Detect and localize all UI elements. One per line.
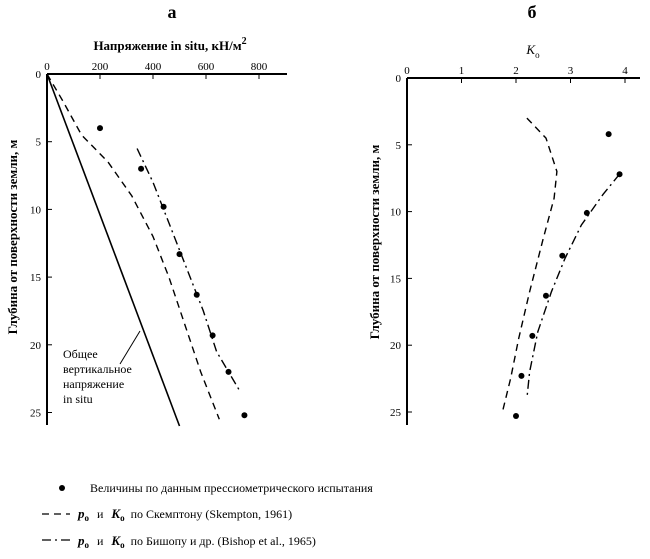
legend-text-dots: Величины по данным прессиометрического испытания bbox=[90, 481, 373, 495]
panel-b-k0-chart bbox=[367, 2, 640, 425]
legend-item-dots bbox=[59, 481, 373, 495]
panel-a-x-tick-label: 800 bbox=[250, 61, 268, 73]
panel-b-y-axis-title: Глубина от поверхности земли, м bbox=[367, 144, 382, 340]
panel-a-letter: а bbox=[167, 2, 177, 22]
panel-b-y-tick-label: 0 bbox=[395, 73, 401, 85]
legend-dashed-sym2-sub: o bbox=[120, 513, 125, 523]
panel-b-data-point bbox=[518, 373, 524, 379]
panel-b-y-tick-label: 15 bbox=[390, 273, 401, 286]
legend-dashdot-sym2-sub: o bbox=[120, 540, 125, 550]
legend bbox=[42, 481, 373, 550]
panel-a-y-tick-label: 0 bbox=[35, 69, 41, 81]
panel-b-data-point bbox=[529, 333, 535, 339]
panel-a-y-tick-label: 20 bbox=[30, 339, 41, 352]
panel-b-x-axis-title-text: K bbox=[526, 42, 536, 57]
panel-b-x-axis-title-sub: o bbox=[535, 50, 540, 60]
panel-b-series-dashdot-line bbox=[527, 174, 620, 398]
panel-b-y-tick-label: 10 bbox=[390, 206, 401, 219]
panel-a-stress-chart bbox=[5, 2, 287, 426]
panel-b-x-tick-label: 4 bbox=[622, 65, 628, 77]
legend-entry-dashed bbox=[77, 506, 292, 523]
panel-a-x-tick-label: 200 bbox=[91, 61, 109, 73]
panel-a-y-tick-label: 10 bbox=[30, 204, 41, 217]
panel-b-data-point bbox=[606, 131, 612, 137]
panel-a-x-axis-title-text: Напряжение in situ, кН/м bbox=[93, 38, 242, 53]
panel-a-data-point bbox=[97, 125, 103, 131]
panel-a-annotation-line-1: Общее bbox=[63, 347, 98, 361]
panel-b-x-tick-label: 1 bbox=[458, 65, 465, 77]
panel-a-y-tick-label: 25 bbox=[30, 407, 41, 420]
panel-a-x-axis-title bbox=[93, 36, 246, 53]
legend-dashdot-conj: и bbox=[97, 534, 104, 548]
legend-dot-marker bbox=[59, 485, 65, 491]
legend-text-dashdot: по Бишопу и др. (Bishop et al., 1965) bbox=[130, 534, 316, 548]
panel-b-data-point bbox=[543, 293, 549, 299]
panel-a-data-point bbox=[241, 412, 247, 418]
panel-a-x-tick-label: 0 bbox=[44, 61, 50, 73]
panel-a-annotation-line-2: вертикальное bbox=[63, 362, 132, 376]
panel-b-y-tick-label: 5 bbox=[395, 139, 401, 152]
panel-a-y-axis-title: Глубина от поверхности земли, м bbox=[5, 139, 20, 335]
panel-b-y-tick-label: 25 bbox=[390, 407, 401, 419]
panel-a-annotation-leader bbox=[120, 331, 140, 364]
panel-a-annotation-line-3: напряжение bbox=[63, 377, 125, 391]
panel-b-x-tick-label: 2 bbox=[513, 65, 519, 77]
panel-a-y-tick-label: 5 bbox=[35, 136, 41, 149]
panel-b-series-dashed-line bbox=[502, 118, 557, 412]
legend-dashed-sym1: p bbox=[78, 506, 85, 521]
legend-item-dashdot bbox=[42, 533, 316, 550]
legend-dashdot-sym1: p bbox=[78, 533, 85, 548]
panel-b-letter: б bbox=[527, 2, 537, 22]
panel-b-data-point bbox=[559, 253, 565, 259]
panel-b-x-tick-label: 0 bbox=[404, 65, 410, 77]
legend-item-dashed bbox=[42, 506, 292, 523]
panel-b-y-tick-label: 20 bbox=[390, 340, 401, 353]
legend-dashed-conj: и bbox=[97, 507, 104, 521]
panel-b-x-tick-label: 3 bbox=[567, 65, 574, 77]
panel-a-data-point bbox=[138, 166, 144, 172]
panel-a-annotation bbox=[63, 331, 140, 406]
legend-dashdot-sym2: K bbox=[111, 533, 121, 548]
legend-text-dashed: по Скемптону (Skempton, 1961) bbox=[130, 507, 293, 521]
panel-a-annotation-line-4: in situ bbox=[63, 392, 93, 406]
panel-a-y-tick-label: 15 bbox=[30, 272, 41, 285]
legend-dashdot-sym1-sub: o bbox=[84, 540, 89, 550]
legend-entry-dashdot bbox=[77, 533, 316, 550]
panel-a-x-tick-label: 600 bbox=[197, 61, 215, 73]
panel-a-x-axis-title-sup: 2 bbox=[241, 36, 247, 47]
panel-b-x-axis-title bbox=[525, 42, 540, 60]
legend-dashed-sym1-sub: o bbox=[84, 513, 89, 523]
panel-a-x-tick-label: 400 bbox=[144, 61, 162, 73]
legend-dashed-sym2: K bbox=[111, 506, 121, 521]
panel-b-data-point bbox=[513, 413, 519, 419]
